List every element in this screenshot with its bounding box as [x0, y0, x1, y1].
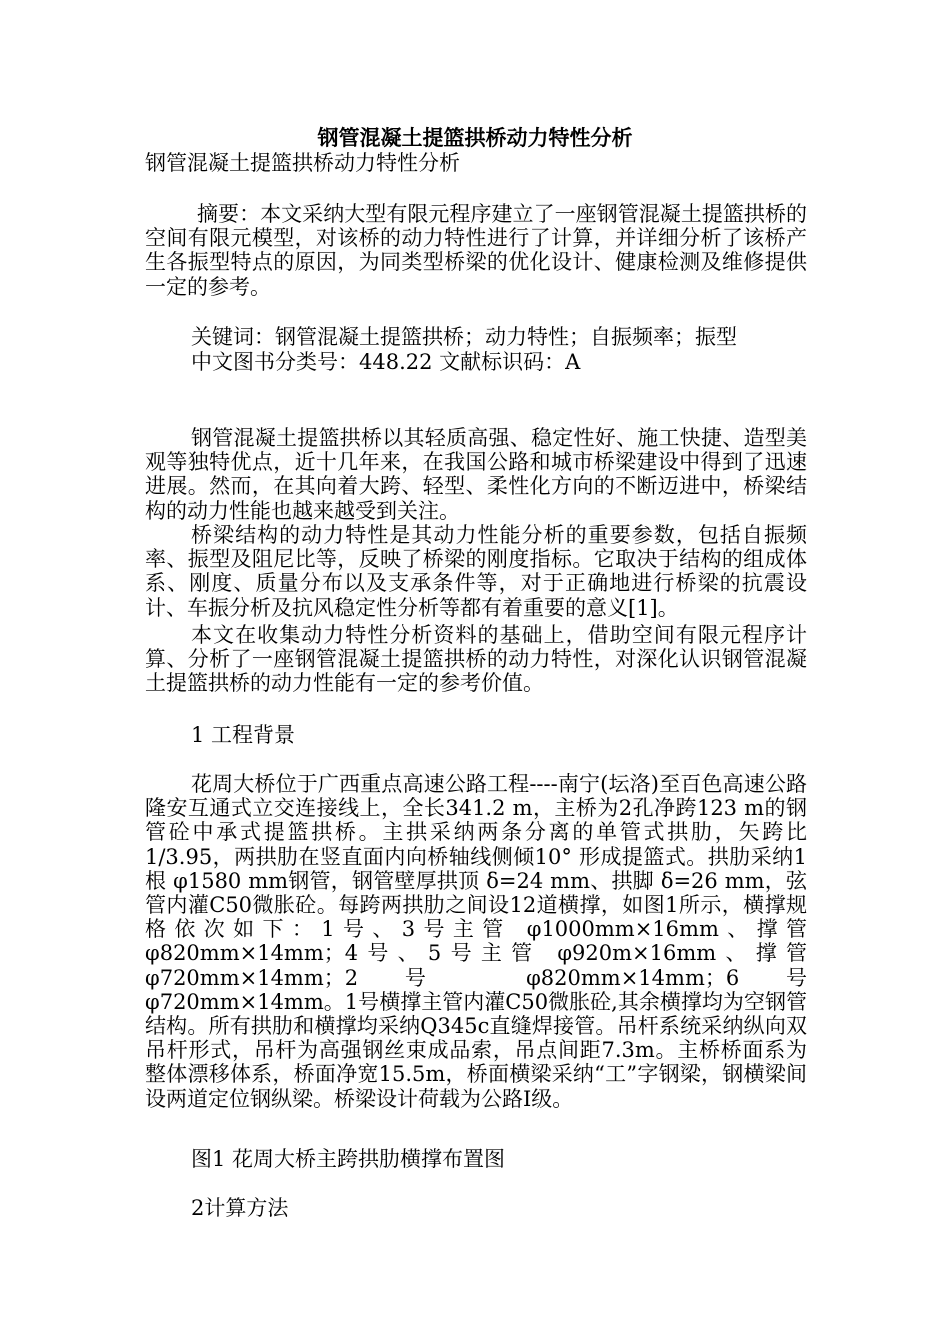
document-subtitle: 钢管混凝土提篮拱桥动力特性分析 — [145, 151, 460, 175]
abstract-paragraph: 摘要：本文采纳大型有限元程序建立了一座钢管混凝土提篮拱桥的空间有限元模型，对该桥的动力特性进行了计算，并详细分析了该桥产生各振型特点的原因，为同类型桥梁的优化设计、健康检测及维修提供一定的参考。 — [145, 202, 807, 299]
body-paragraph: 花周大桥位于广西重点高速公路工程----南宁(坛洛)至百色高速公路隆安互通式立交连接线上，全长341.2 m，主桥为2孔净跨123 m的钢管砼中承式提篮拱桥。主拱采纳两条分离的单管式拱肋，矢跨比1/3.95，两拱肋在竖直面内向桥轴线侧倾10° 形成提篮式。拱肋采纳1根 φ1580 mm钢管，钢管壁厚拱顶 δ=24 mm、拱脚 δ=26 mm，弦管内灌C50微胀砼。每跨两拱肋之间设12道横撑，如图1所示，横撑规格依次如下：1号、3号主管 φ1000mm×16mm、撑管 φ820mm×14mm；4号、5号主管 φ920m×16mm、撑管 φ720mm×14mm；2号 φ820mm×14mm；6号 φ720mm×14mm。1号横撑主管内灌C50微胀砼,其余横撑均为空钢管结构。所有拱肋和横撑均采纳Q345c直缝焊接管。吊杆系统采纳纵向双吊杆形式，吊杆为高强钢丝束成品索，吊点间距7.3m。主桥桥面系为整体漂移体系，桥面净宽15.5m，桥面横梁采纳“工”字钢梁，钢横梁间设两道定位钢纵梁。桥梁设计荷载为公路Ⅰ级。 — [145, 772, 807, 1111]
section-heading: 2计算方法 — [191, 1196, 289, 1220]
document-title: 钢管混凝土提篮拱桥动力特性分析 — [317, 126, 633, 150]
body-paragraph: 本文在收集动力特性分析资料的基础上，借助空间有限元程序计算、分析了一座钢管混凝土提篮拱桥的动力特性，对深化认识钢管混凝土提篮拱桥的动力性能有一定的参考价值。 — [145, 623, 807, 696]
body-paragraph: 桥梁结构的动力特性是其动力性能分析的重要参数，包括自振频率、振型及阻尼比等，反映了桥梁的刚度指标。它取决于结构的组成体系、刚度、质量分布以及支承条件等，对于正确地进行桥梁的抗震设计、车振分析及抗风稳定性分析等都有着重要的意义[1]。 — [145, 523, 807, 620]
classification-line: 中文图书分类号：448.22 文献标识码：A — [191, 350, 581, 374]
section-heading: 1 工程背景 — [191, 723, 296, 747]
keywords-line: 关键词：钢管混凝土提篮拱桥；动力特性；自振频率；振型 — [191, 325, 737, 349]
body-paragraph: 钢管混凝土提篮拱桥以其轻质高强、稳定性好、施工快捷、造型美观等独特优点，近十几年来，在我国公路和城市桥梁建设中得到了迅速进展。然而，在其向着大跨、轻型、柔性化方向的不断迈进中，桥梁结构的动力性能也越来越受到关注。 — [145, 426, 807, 523]
figure-caption: 图1 花周大桥主跨拱肋横撑布置图 — [191, 1147, 506, 1171]
